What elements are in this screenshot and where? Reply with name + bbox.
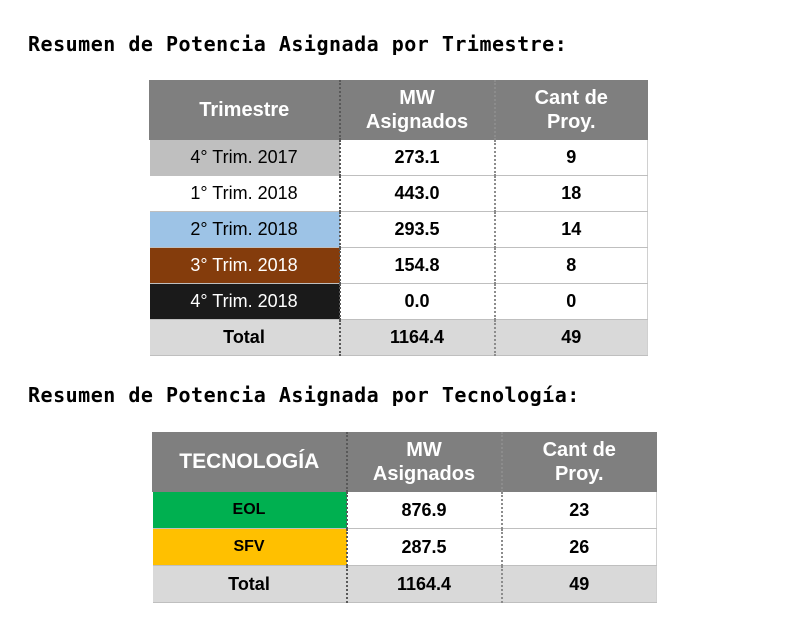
total-mw: 1164.4 xyxy=(347,566,502,603)
row-proy: 14 xyxy=(495,212,648,248)
header-proy-label: Cant de Proy. xyxy=(534,87,608,133)
row-mw: 287.5 xyxy=(347,529,502,566)
total-label: Total xyxy=(153,566,347,603)
total-proy: 49 xyxy=(502,566,657,603)
row-mw: 876.9 xyxy=(347,492,502,529)
header-cant-proy xyxy=(502,433,657,492)
table-row xyxy=(150,212,648,248)
table-tecnologia xyxy=(152,432,657,603)
table-trimestre xyxy=(149,80,648,356)
table-row xyxy=(150,248,648,284)
row-label: 4° Trim. 2018 xyxy=(150,284,340,320)
row-label: 3° Trim. 2018 xyxy=(150,248,340,284)
header-trimestre: Trimestre xyxy=(150,81,340,140)
row-proy: 8 xyxy=(495,248,648,284)
total-label: Total xyxy=(150,320,340,356)
table-header-row xyxy=(153,433,657,492)
row-proy: 26 xyxy=(502,529,657,566)
row-proy: 9 xyxy=(495,140,648,176)
row-mw: 293.5 xyxy=(340,212,495,248)
total-mw: 1164.4 xyxy=(340,320,495,356)
row-proy: 18 xyxy=(495,176,648,212)
row-proy: 0 xyxy=(495,284,648,320)
row-label: 4° Trim. 2017 xyxy=(150,140,340,176)
row-mw: 273.1 xyxy=(340,140,495,176)
total-row xyxy=(153,566,657,603)
total-proy: 49 xyxy=(495,320,648,356)
table-row xyxy=(150,284,648,320)
section-title-trimestre: Resumen de Potencia Asignada por Trimestre: xyxy=(28,32,568,56)
row-mw: 154.8 xyxy=(340,248,495,284)
table-row xyxy=(153,529,657,566)
row-mw: 443.0 xyxy=(340,176,495,212)
row-label: 1° Trim. 2018 xyxy=(150,176,340,212)
row-label: EOL xyxy=(153,492,347,529)
header-mw-asignados xyxy=(340,81,495,140)
table-row xyxy=(150,176,648,212)
header-mw-label: MW Asignados xyxy=(372,439,476,485)
row-label: SFV xyxy=(153,529,347,566)
header-proy-label: Cant de Proy. xyxy=(542,439,616,485)
header-cant-proy xyxy=(495,81,648,140)
header-mw-asignados xyxy=(347,433,502,492)
table-row xyxy=(150,140,648,176)
row-mw: 0.0 xyxy=(340,284,495,320)
table-header-row xyxy=(150,81,648,140)
section-title-tecnologia: Resumen de Potencia Asignada por Tecnología: xyxy=(28,383,580,407)
total-row xyxy=(150,320,648,356)
row-label: 2° Trim. 2018 xyxy=(150,212,340,248)
table-row xyxy=(153,492,657,529)
header-mw-label: MW Asignados xyxy=(365,87,469,133)
header-tecnologia: TECNOLOGÍA xyxy=(153,433,347,492)
row-proy: 23 xyxy=(502,492,657,529)
